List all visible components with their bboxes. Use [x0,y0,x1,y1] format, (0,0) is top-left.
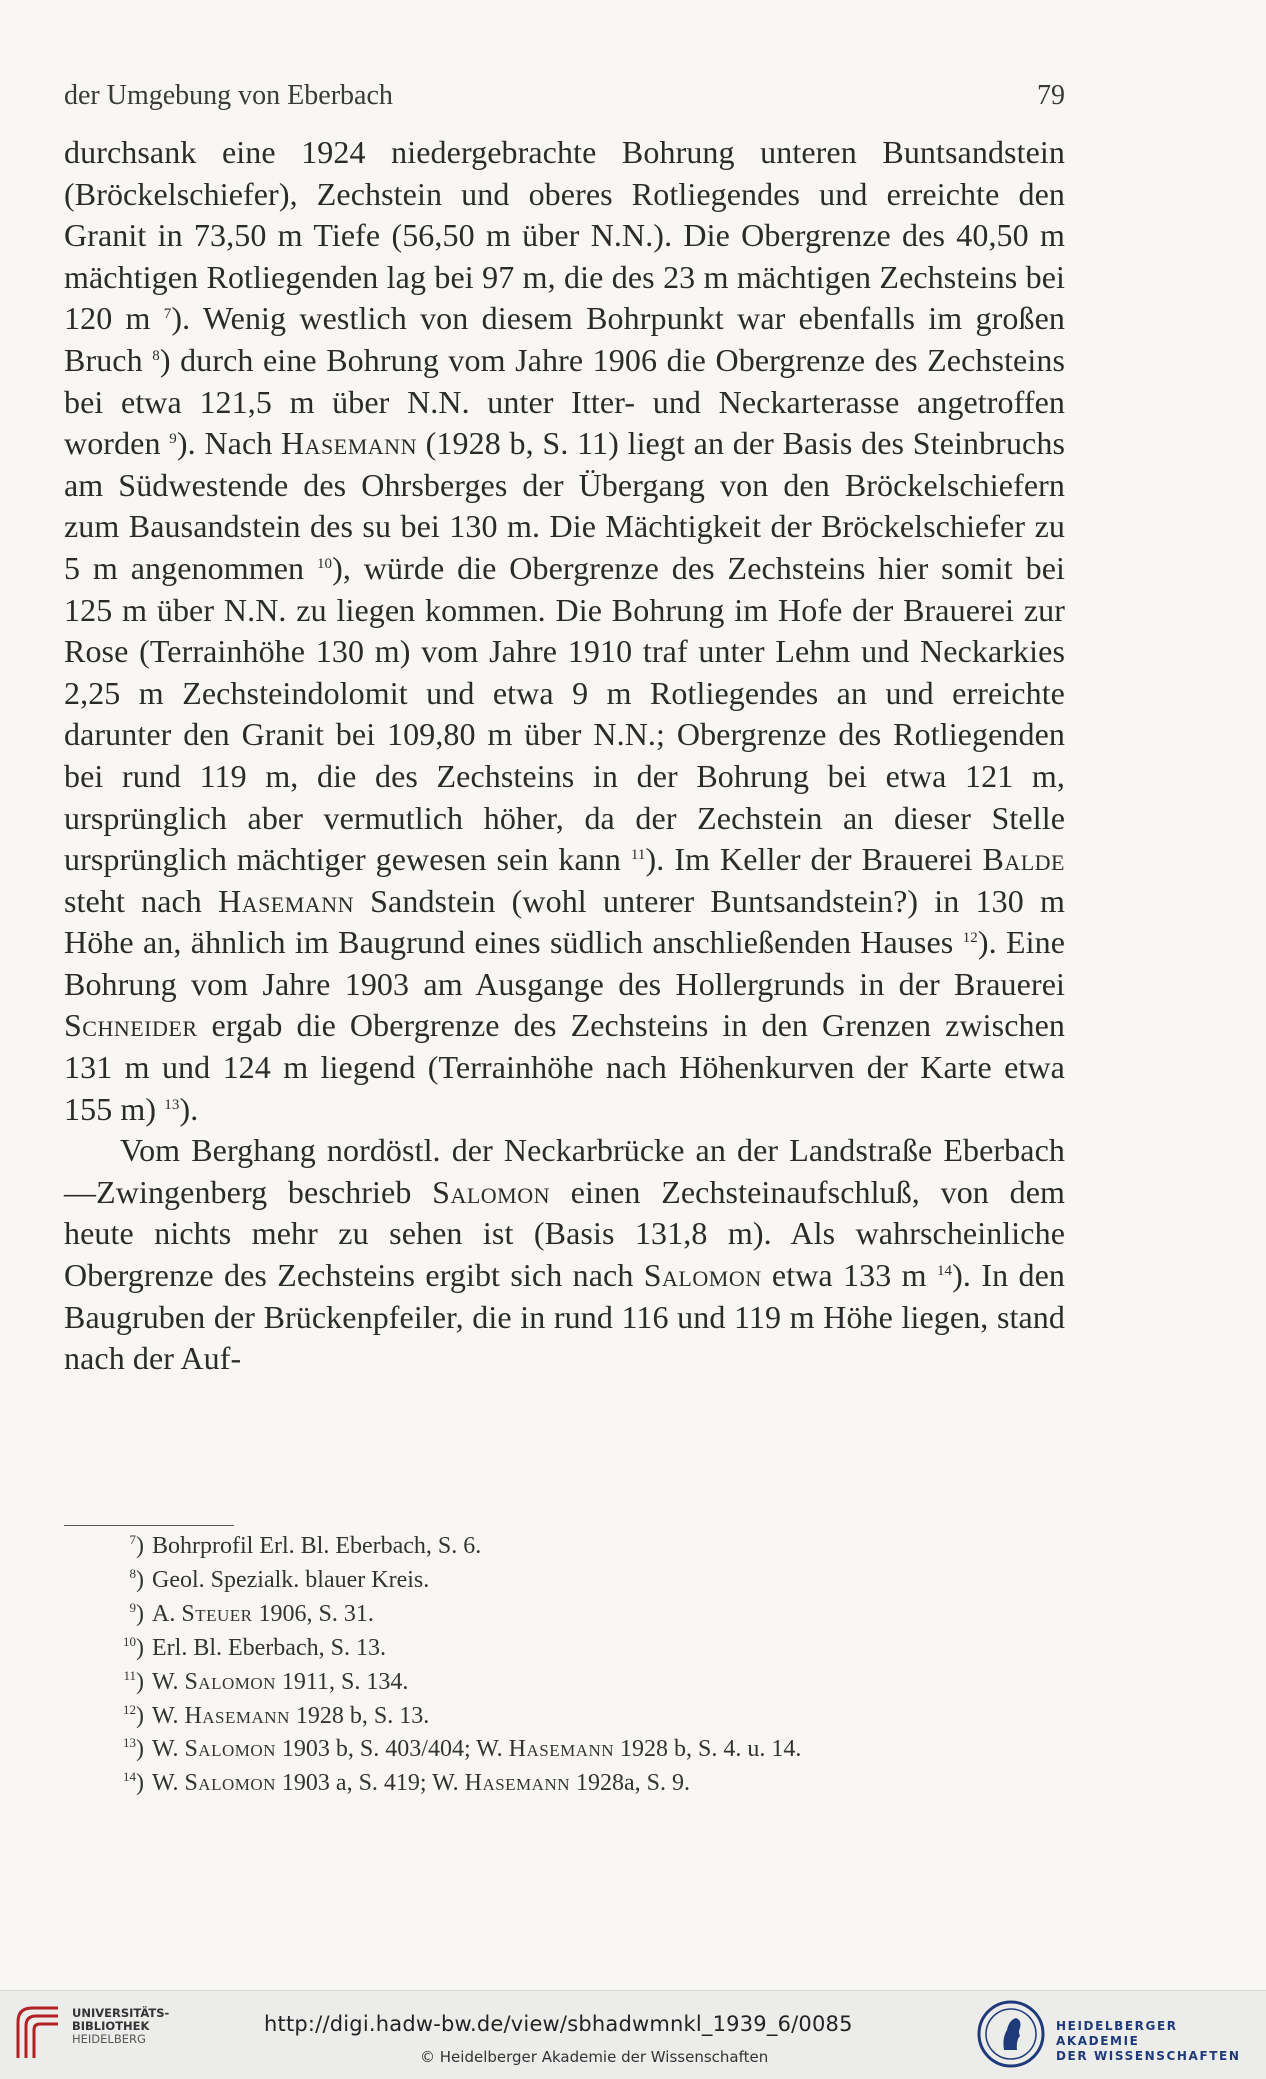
author-name: Salomon [432,1173,550,1210]
footnote-7 [64,1530,1065,1564]
author-name: Salomon [184,1668,276,1695]
footnote-text: Erl. Bl. Eberbach, S. 13. [152,1634,386,1661]
text-run: ergab die Obergrenze des Zechsteins in den Grenzen zwischen 131 m und 124 m liegend (Terrainhöhe nach Höhenkurven der Karte etwa 155 m) [64,1007,1065,1127]
author-name: Salomon [643,1257,762,1294]
academy-seal-icon [976,1998,1046,2070]
footnote-9 [64,1598,1065,1632]
footnote-text: Bohrprofil Erl. Bl. Eberbach, S. 6. [152,1533,482,1559]
university-library-logo-icon [12,2002,64,2062]
footnote-mark: $^9$) [129,1599,144,1627]
footnote-mark: $^{13}$) [123,1735,144,1763]
footnote-8 [64,1564,1065,1598]
text-run: (1928 b, S. 11) liegt an der Basis des Steinbruchs am Südwestende des Ohrsberges der Übergang von den Bröckelschiefern zum Bausandstein des su bei 130 m. Die Mächtigkeit der Bröckelschiefer zu 5 m angenommen [64,425,1065,586]
running-title: der Umgebung von Eberbach [64,80,393,111]
footnote-mark: $^{14}$) [123,1769,144,1797]
footnote-ref: 14 [936,1263,953,1280]
footnote-mark: $^8$) [129,1565,144,1593]
footnote-ref: 7 [163,306,172,323]
text-run: ). Wenig westlich von diesem Bohrpunkt war ebenfalls im großen Bruch [64,300,1065,378]
paragraph-1 [64,132,1065,1130]
proper-name: Balde [982,841,1065,878]
text-run: ) durch eine Bohrung vom Jahre 1906 die Obergrenze des Zechsteins bei etwa 121,5 m über N.N. unter Itter- und Neckarterasse angetroffen worden [64,341,1066,462]
footnote-text: W. [152,1770,185,1797]
text-run: einen Zechsteinaufschluß, von dem heute nichts mehr zu sehen ist (Basis 131,8 m). Als wahrscheinliche Obergrenze des Zechsteins ergibt sich nach [64,1173,1065,1294]
academy-line: DER WISSENSCHAFTEN [1056,2049,1241,2063]
footnote-text: Geol. Spezialk. blauer Kreis. [152,1566,430,1593]
library-line: BIBLIOTHEK [72,2019,150,2033]
footnote-text: 1903 a, S. 419; W. [275,1770,465,1797]
footnote-ref: 13 [164,1096,180,1113]
library-line: UNIVERSITÄTS- [72,2006,170,2020]
footnotes [64,1530,1065,1801]
text-run: Vom Berghang nordöstl. der Neckarbrücke an der Landstraße Eberbach—Zwingenberg beschrieb [64,1132,1065,1210]
author-name: Steuer [181,1600,253,1627]
footnote-text: 1928a, S. 9. [570,1770,691,1797]
text-run: ), würde die Obergrenze des Zechsteins hier somit bei 125 m über N.N. zu liegen kommen. Die Bohrung im Hofe der Brauerei zur Rose (Terrainhöhe 130 m) vom Jahre 1910 traf unter Lehm und Neckarkies 2,25 m Zechsteindolomit und etwa 9 m Rotliegendes an und erreichte darunter den Granit bei 109,80 m über N.N.; Obergrenze des Rotliegenden bei rund 119 m, die des Zechsteins in der Bohrung bei etwa 121 m, ursprünglich aber vermutlich höher, da der Zechstein an dieser Stelle ursprünglich mächtiger gewesen sein kann [64,549,1065,878]
footnote-text: W. [152,1668,185,1695]
proper-name: Schneider [64,1007,198,1044]
page-number: 79 [1037,80,1065,111]
footnote-text: W. [152,1736,185,1763]
paragraph-2 [64,1130,1065,1380]
author-name: Salomon [184,1770,276,1797]
footnote-text: W. [152,1702,185,1729]
text-run: ). Eine Bohrung vom Jahre 1903 am Ausgange des Hollergrunds in der Brauerei [64,924,1066,1002]
running-head [64,80,1065,116]
library-line: HEIDELBERG [72,2032,146,2046]
author-name: Hasemann [281,425,417,462]
author-name: Hasemann [508,1736,615,1763]
footnote-12 [64,1700,1065,1734]
footnote-mark: $^{12}$) [123,1701,144,1729]
footnote-text: 1928 b, S. 4. u. 14. [614,1736,802,1763]
copyright-notice: © Heidelberger Akademie der Wissenschaften [420,2048,769,2066]
academy-line: HEIDELBERGER AKADEMIE [1056,2019,1178,2048]
main-text [64,132,1065,1380]
text-run: Sandstein (wohl unterer Buntsandstein?) in 130 m Höhe an, ähnlich im Baugrund eines südlich anschließenden Hauses [64,882,1065,961]
footnote-mark: $^7$) [129,1532,144,1559]
footnote-10 [64,1632,1065,1666]
footnote-ref: 10 [316,555,333,572]
text-run: ). Nach [176,425,282,462]
text-run: etwa 133 m [761,1257,937,1294]
author-name: Hasemann [218,882,354,919]
footnote-rule [64,1525,234,1526]
footnote-ref: 9 [169,431,177,448]
author-name: Hasemann [464,1770,571,1797]
footnote-mark: $^{10}$) [123,1633,144,1661]
footnote-14 [64,1767,1065,1801]
text-run: ). Im Keller der Brauerei [645,841,983,878]
footnote-mark: $^{11}$) [123,1667,144,1695]
permalink-url[interactable]: http://digi.hadw-bw.de/view/sbhadwmnkl_1939_6/0085 [264,2012,853,2036]
footnote-11 [64,1666,1065,1700]
author-name: Salomon [184,1736,276,1763]
text-run: ). [179,1090,199,1127]
footnote-text: 1911, S. 134. [275,1668,409,1695]
university-library-name [72,2007,169,2046]
footnote-ref: 8 [152,347,160,364]
footnote-text: 1906, S. 31. [252,1600,374,1627]
text-run: ). In den Baugruben der Brückenpfeiler, die in rund 116 und 119 m Höhe liegen, stand nach der Auf- [64,1257,1065,1377]
footnote-ref: 12 [962,930,978,947]
footnote-text: 1928 b, S. 13. [289,1702,430,1729]
author-name: Hasemann [184,1702,290,1729]
academy-name [1056,2019,1266,2064]
footnote-13 [64,1733,1065,1767]
footnote-ref: 11 [630,847,646,864]
footnote-text: 1903 b, S. 403/404; W. [275,1736,509,1763]
text-run: durchsank eine 1924 niedergebrachte Bohrung unteren Buntsandstein (Bröckelschiefer), Zechstein und oberes Rotliegendes und erreichte den Granit in 73,50 m Tiefe (56,50 m über N.N.). Die Obergrenze des 40,50 m mächtigen Rotliegenden lag bei 97 m, die des 23 m mächtigen Zechsteins bei 120 m [64,134,1065,337]
footnote-text: A. [152,1600,182,1627]
text-run: steht nach [64,882,219,919]
